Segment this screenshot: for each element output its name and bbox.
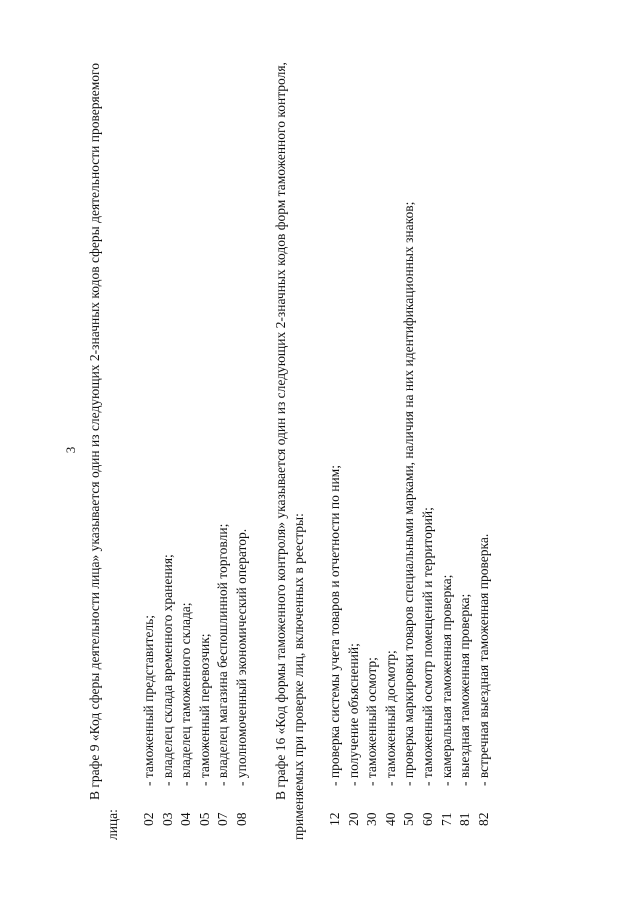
item-code: 05 xyxy=(196,812,212,826)
item-text: - выездная таможенная проверка; xyxy=(457,593,473,786)
list-item xyxy=(419,202,438,826)
list-item xyxy=(438,202,457,826)
item-text: - таможенный перевозчик; xyxy=(196,633,212,786)
item-code: 60 xyxy=(419,812,435,826)
item-code: 40 xyxy=(382,812,398,826)
item-text: - камеральная таможенная проверка; xyxy=(438,574,454,786)
item-text: - проверка системы учета товаров и отчетности по ним; xyxy=(327,465,342,786)
list-item xyxy=(159,524,178,826)
list-item xyxy=(214,524,233,826)
item-code: 12 xyxy=(327,812,342,826)
list-item xyxy=(475,202,494,826)
list-item xyxy=(456,202,475,826)
item-code: 04 xyxy=(178,812,194,826)
item-text: - встречная выездная таможенная проверка. xyxy=(475,533,491,786)
item-code: 02 xyxy=(141,812,156,826)
item-code: 07 xyxy=(215,812,231,826)
item-text: - таможенный представитель; xyxy=(141,615,156,786)
list-item xyxy=(233,524,252,826)
item-code: 20 xyxy=(345,812,361,826)
list-item xyxy=(326,202,345,826)
item-code: 03 xyxy=(159,812,175,826)
item-code: 71 xyxy=(438,812,454,826)
item-text: - таможенный досмотр; xyxy=(382,650,398,786)
activity-code-list xyxy=(140,524,252,826)
list-item xyxy=(177,524,196,826)
item-text: - получение объяснений; xyxy=(345,643,361,786)
item-code: 08 xyxy=(233,812,249,826)
list-item xyxy=(382,202,401,826)
control-form-code-list xyxy=(326,202,493,826)
item-text: - владелец склада временного хранения; xyxy=(159,554,175,786)
list-item xyxy=(363,202,382,826)
item-text: - таможенный осмотр; xyxy=(364,657,380,786)
item-text: - проверка маркировки товаров специальными марками, наличия на них идентификационных знаков; xyxy=(401,201,417,786)
item-text: - уполномоченный экономический оператор. xyxy=(233,528,249,786)
item-text: - таможенный осмотр помещений и территорий; xyxy=(419,507,435,786)
paragraph-activity-code: В графе 9 «Код сферы деятельности лица» указывается один из следующих 2-значных кодов сферы деятельности проверяемого лица: xyxy=(87,59,120,840)
item-code: 82 xyxy=(475,812,491,826)
item-code: 50 xyxy=(401,812,417,826)
list-item xyxy=(345,202,364,826)
list-item xyxy=(140,524,159,826)
item-code: 30 xyxy=(364,812,380,826)
paragraph-control-form-code: В графе 16 «Код формы таможенного контроля» указывается один из следующих 2-значных кодов форм таможенного контроля, применяемых при проверке лиц, включенных в реестры: xyxy=(273,58,306,840)
list-item xyxy=(400,202,419,826)
list-item xyxy=(196,524,215,826)
page-number: 3 xyxy=(63,446,78,454)
item-text: - владелец таможенного склада; xyxy=(178,602,194,786)
item-text: - владелец магазина беспошлинной торговли; xyxy=(215,523,231,786)
item-code: 81 xyxy=(457,812,473,826)
